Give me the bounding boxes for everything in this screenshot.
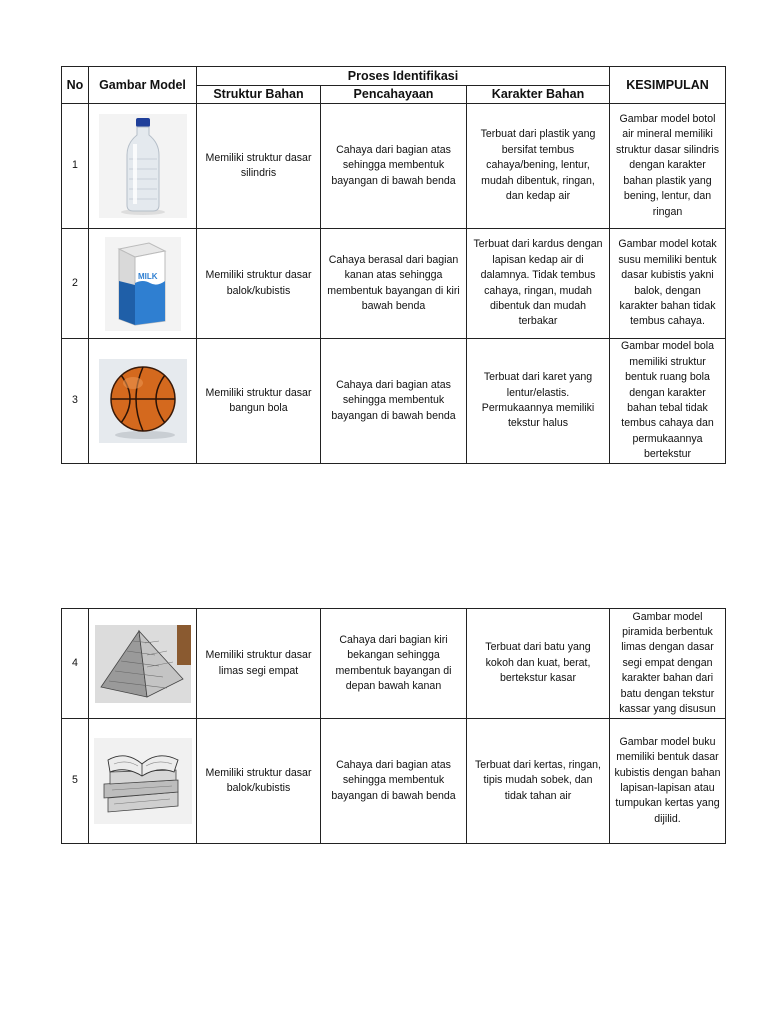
karakter-bahan-cell: Terbuat dari karet yang lentur/elastis. Permukaannya memiliki tekstur halus <box>467 339 610 464</box>
kesimpulan-cell: Gambar model botol air mineral memiliki struktur dasar silindris dengan karakter bahan plastik yang bening, lentur, dan ringan <box>610 104 726 229</box>
table-row <box>62 229 726 339</box>
row-number: 3 <box>62 339 89 464</box>
water-bottle-image <box>99 114 187 218</box>
pencahayaan-cell: Cahaya dari bagian kiri bekangan sehingga membentuk bayangan di depan bawah kanan <box>321 609 467 719</box>
karakter-bahan-cell: Terbuat dari plastik yang bersifat tembus cahaya/bening, lentur, mudah dibentuk, ringan, dan kedap air <box>467 104 610 229</box>
table-row <box>62 719 726 844</box>
pencahayaan-cell: Cahaya dari bagian atas sehingga membentuk bayangan di bawah benda <box>321 104 467 229</box>
header-karakter-bahan: Karakter Bahan <box>467 86 610 104</box>
pencahayaan-cell: Cahaya berasal dari bagian kanan atas sehingga membentuk bayangan di kiri bawah benda <box>321 229 467 339</box>
row-number: 5 <box>62 719 89 844</box>
model-image-cell <box>89 104 197 229</box>
model-image-cell <box>89 609 197 719</box>
pyramid-image <box>95 625 191 703</box>
kesimpulan-cell: Gambar model buku memiliki bentuk dasar kubistis dengan bahan lapisan-lapisan atau tumpukan kertas yang dijilid. <box>610 719 726 844</box>
header-proses-identifikasi: Proses Identifikasi <box>197 67 610 86</box>
milk-carton-image <box>105 237 181 331</box>
struktur-bahan-cell: Memiliki struktur dasar balok/kubistis <box>197 719 321 844</box>
struktur-bahan-cell: Memiliki struktur dasar silindris <box>197 104 321 229</box>
pencahayaan-cell: Cahaya dari bagian atas sehingga membentuk bayangan di bawah benda <box>321 719 467 844</box>
table-row <box>62 104 726 229</box>
pencahayaan-cell: Cahaya dari bagian atas sehingga membentuk bayangan di bawah benda <box>321 339 467 464</box>
identification-table-part-1 <box>61 66 726 464</box>
karakter-bahan-cell: Terbuat dari kardus dengan lapisan kedap air di dalamnya. Tidak tembus cahaya, ringan, mudah dibentuk dan mudah terbakar <box>467 229 610 339</box>
kesimpulan-cell: Gambar model kotak susu memiliki bentuk dasar kubistis yakni balok, dengan karakter bahan tidak tembus cahaya. <box>610 229 726 339</box>
model-image-cell <box>89 339 197 464</box>
karakter-bahan-cell: Terbuat dari batu yang kokoh dan kuat, berat, bertekstur kasar <box>467 609 610 719</box>
kesimpulan-cell: Gambar model piramida berbentuk limas dengan dasar segi empat dengan karakter bahan dari batu dengan tekstur kassar yang disusun <box>610 609 726 719</box>
struktur-bahan-cell: Memiliki struktur dasar limas segi empat <box>197 609 321 719</box>
header-no: No <box>62 67 89 104</box>
table-row <box>62 609 726 719</box>
karakter-bahan-cell: Terbuat dari kertas, ringan, tipis mudah sobek, dan tidak tahan air <box>467 719 610 844</box>
books-image <box>94 738 192 824</box>
model-image-cell <box>89 719 197 844</box>
header-pencahayaan: Pencahayaan <box>321 86 467 104</box>
basketball-image <box>99 359 187 443</box>
struktur-bahan-cell: Memiliki struktur dasar bangun bola <box>197 339 321 464</box>
header-gambar-model: Gambar Model <box>89 67 197 104</box>
header-kesimpulan: KESIMPULAN <box>610 67 726 104</box>
row-number: 4 <box>62 609 89 719</box>
kesimpulan-cell: Gambar model bola memiliki struktur bentuk ruang bola dengan karakter bahan tebal tidak tembus cahaya dan permukaannya bertekstur <box>610 339 726 464</box>
row-number: 2 <box>62 229 89 339</box>
milk-label: MILK <box>137 271 158 281</box>
model-image-cell <box>89 229 197 339</box>
struktur-bahan-cell: Memiliki struktur dasar balok/kubistis <box>197 229 321 339</box>
header-struktur-bahan: Struktur Bahan <box>197 86 321 104</box>
row-number: 1 <box>62 104 89 229</box>
identification-table-part-2 <box>61 608 726 844</box>
table-row <box>62 339 726 464</box>
